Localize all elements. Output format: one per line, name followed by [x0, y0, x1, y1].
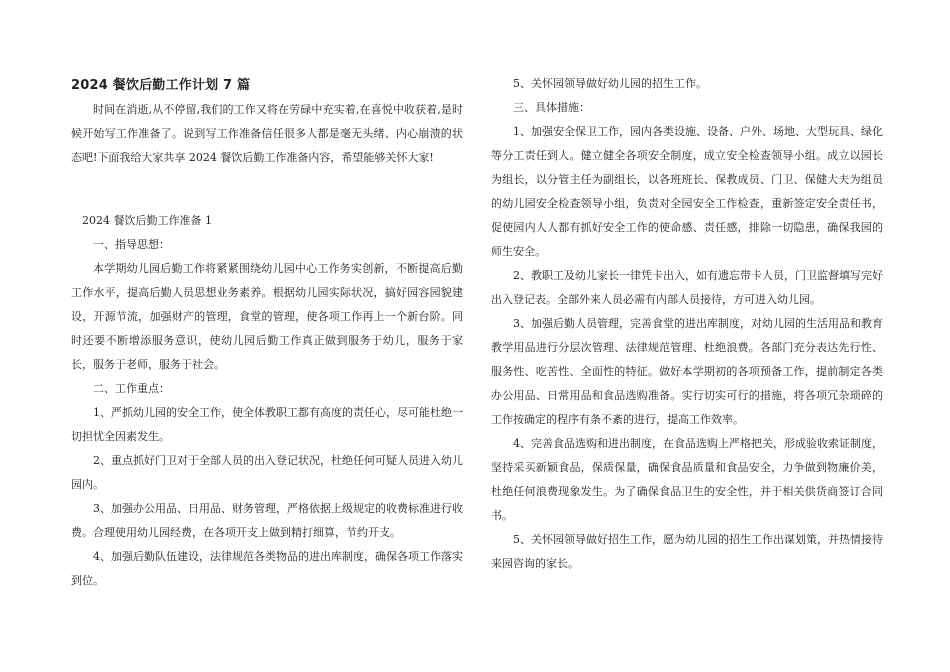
left-column [71, 0, 463, 593]
paragraph: 本学期幼儿园后勤工作将紧紧围绕幼儿园中心工作务实创新，不断提高后勤工作水平，提高后勤人员思想业务素养。根据幼儿园实际状况，搞好园容园貌建设，开源节流，加强财产的管理，食堂的管理，使各项工作再上一个新台阶。同时还要不断增添服务意识，使幼儿园后勤工作真正做到服务于幼儿，服务于家长，服务于老师，服务于社会。 [71, 262, 463, 371]
paragraph: 2、重点抓好门卫对于全部人员的出入登记状况，杜绝任何可疑人员进入幼儿园内。 [71, 454, 463, 491]
paragraph: 4、加强后勤队伍建设，法律规范各类物品的进出库制度，确保各项工作落实到位。 [71, 550, 463, 587]
paragraph: 3、加强办公用品、日用品、财务管理，严格依据上级规定的收费标准进行收费。合理使用幼儿园经费，在各项开支上做到精打细算，节约开支。 [71, 502, 463, 539]
paragraph: 1、加强安全保卫工作，园内各类设施、设备、户外、场地、大型玩具、绿化等分工责任到人。健立健全各项安全制度，成立安全检查领导小组。成立以园长为组长，以分管主任为副组长，以各班班长、保教成员、门卫、保健大夫为组员的幼儿园安全检查领导小组，负责对全园安全工作检查，重新签定安全责任书，促使园内人人都有抓好安全工作的使命感、责任感，排除一切隐患，确保我园的师生安全。 [491, 125, 883, 258]
paragraph: 二、工作重点： [93, 382, 170, 395]
intro-paragraph: 时间在消逝,从不停留,我们的工作又将在劳碌中充实着,在喜悦中收获着,是时候开始写工作准备了。说到写工作准备信任很多人都是毫无头绪、内心崩溃的状态吧!下面我给大家共享 2024 餐饮后勤工作准备内容，希望能够关怀大家! [71, 103, 463, 164]
paragraph: 3、加强后勤人员管理，完善食堂的进出库制度，对幼儿园的生活用品和教育教学用品进行分层次管理、法律规范管理、杜绝浪费。各部门充分表达先行性、服务性、吃苦性、全面性的特征。做好本学期初的各项预备工作，提前制定各类办公用品、日常用品和食品选购准备。实行切实可行的措施，将各项冗杂琐碎的工作按确定的程序有条不紊的进行，提高工作效率。 [491, 317, 883, 426]
paragraph: 三、具体措施： [513, 101, 590, 114]
section-heading: 2024 餐饮后勤工作准备 1 [82, 214, 212, 227]
paragraph: 4、完善食品选购和进出制度，在食品选购上严格把关，形成验收索证制度，坚持采买新颖食品，保质保量，确保食品质量和食品安全，力争做到物廉价美，杜绝任何浪费现象发生。为了确保食品卫生的安全性，并于相关供货商签订合同书。 [491, 437, 883, 522]
paragraph: 2、教职工及幼儿家长一律凭卡出入，如有遗忘带卡人员，门卫监督填写完好出入登记表。全部外来人员必需有内部人员接待，方可进入幼儿园。 [491, 269, 883, 306]
paragraph: 1、严抓幼儿园的安全工作，使全体教职工都有高度的责任心，尽可能杜绝一切担忧全因素发生。 [71, 406, 463, 443]
spacer [71, 170, 463, 209]
paragraph: 一、指导思想： [93, 238, 170, 251]
paragraph: 5、关怀园领导做好招生工作，愿为幼儿园的招生工作出谋划策，并热情接待来园咨询的家长。 [491, 533, 883, 570]
document-title: 2024 餐饮后勤工作计划 7 篇 [71, 78, 251, 93]
right-column [491, 0, 883, 576]
paragraph: 5、关怀园领导做好幼儿园的招生工作。 [513, 77, 707, 90]
